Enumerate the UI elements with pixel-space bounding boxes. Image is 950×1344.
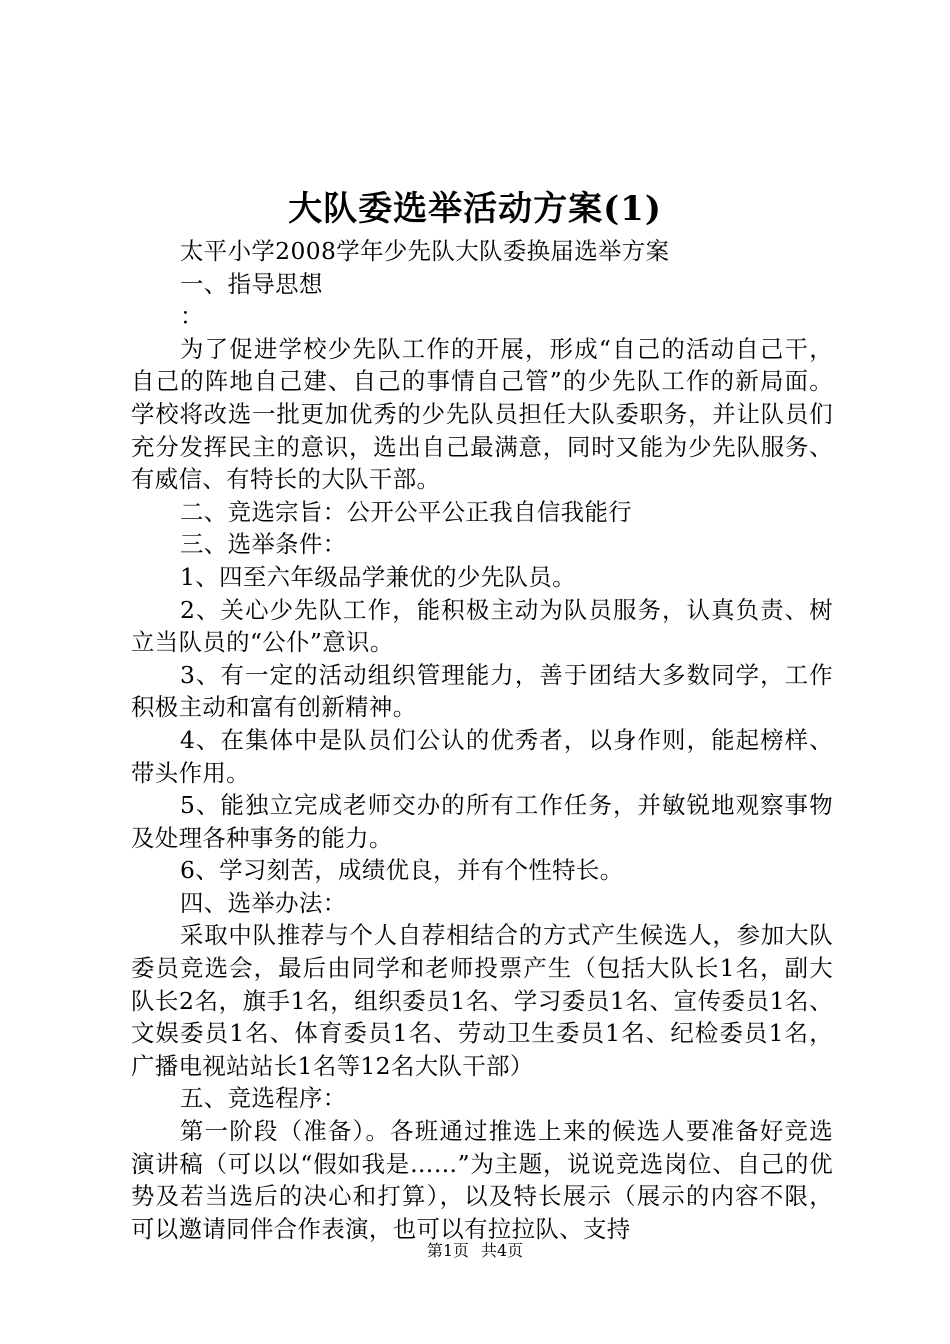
condition-item-2: 2、关心少先队工作，能积极主动为队员服务，认真负责、树立当队员的“公仆”意识。 bbox=[131, 595, 833, 657]
heading-election-aim: 二、竞选宗旨：公开公平公正我自信我能行 bbox=[180, 497, 633, 526]
document-title: 大队委选举活动方案(1) bbox=[288, 189, 662, 229]
paragraph-subtitle: 太平小学2008学年少先队大队委换届选举方案 bbox=[180, 237, 670, 265]
condition-item-4: 4、在集体中是队员们公认的优秀者，以身作则，能起榜样、带头作用。 bbox=[131, 725, 833, 787]
paragraph-election-method: 采取中队推荐与个人自荐相结合的方式产生候选人，参加大队委员竞选会，最后由同学和老师投票产生（包括大队长1名，副大队长2名，旗手1名，组织委员1名、学习委员1名、宣传委员1名、文娱委员1名、体育委员1名、劳动卫生委员1名、纪检委员1名，广播电视站站长1名等12名大队干部） bbox=[131, 921, 833, 1080]
heading-election-method: 四、选举办法： bbox=[180, 888, 347, 917]
heading-election-conditions: 三、选举条件： bbox=[180, 530, 347, 559]
heading-guiding-thought: 一、指导思想 bbox=[180, 269, 323, 298]
condition-item-3: 3、有一定的活动组织管理能力，善于团结大多数同学，工作积极主动和富有创新精神。 bbox=[131, 660, 833, 722]
page-number: 第1页 bbox=[426, 1241, 469, 1260]
condition-item-5: 5、能独立完成老师交办的所有工作任务，并敏锐地观察事物及处理各种事务的能力。 bbox=[131, 791, 833, 852]
condition-item-1: 1、四至六年级品学兼优的少先队员。 bbox=[180, 562, 576, 591]
document-body bbox=[131, 235, 833, 1245]
page-footer bbox=[0, 1240, 950, 1262]
heading-election-procedure: 五、竞选程序： bbox=[180, 1084, 347, 1113]
paragraph-stage-one: 第一阶段（准备）。各班通过推选上来的候选人要准备好竞选演讲稿（可以以“假如我是……”为主题，说说竞选岗位、自己的优势及若当选后的决心和打算），以及特长展示（展示的内容不限，可以邀请同伴合作表演，也可以有拉拉队、支持 bbox=[131, 1117, 833, 1243]
page-total: 共4页 bbox=[481, 1241, 524, 1260]
condition-item-6: 6、学习刻苦，成绩优良，并有个性特长。 bbox=[180, 856, 624, 885]
paragraph-purpose: 为了促进学校少先队工作的开展，形成“自己的活动自己干，自己的阵地自己建、自己的事情自己管”的少先队工作的新局面。学校将改选一批更加优秀的少先队员担任大队委职务，并让队员们充分发挥民主的意识，选出自己最满意，同时又能为少先队服务、有威信、有特长的大队干部。 bbox=[131, 334, 833, 494]
paragraph-colon: ： bbox=[180, 302, 204, 331]
